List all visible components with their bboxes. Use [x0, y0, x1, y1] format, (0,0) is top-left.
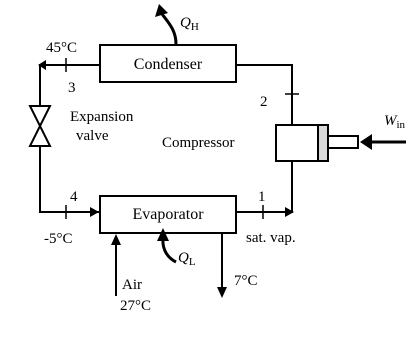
work-input-arrow [360, 134, 406, 150]
state-1-label: 1 [258, 189, 266, 205]
heat-out-label: $Q_H$ [180, 15, 199, 33]
air-out-temperature: 7°C [234, 273, 258, 289]
state-2-label: 2 [260, 94, 268, 110]
compressor-symbol [276, 125, 358, 161]
compressor-piston [318, 125, 328, 161]
evaporator-temperature: -5°C [44, 231, 73, 247]
state-4-label: 4 [70, 189, 78, 205]
heat-in-label: $Q_L$ [178, 250, 196, 268]
air-label: Air [122, 277, 142, 293]
condenser-label: Condenser [133, 56, 203, 73]
evaporator [100, 196, 236, 233]
compressor-label: Compressor [162, 135, 235, 151]
valve-label-line1: Expansion [70, 109, 134, 125]
flow-arrow-4 [90, 207, 99, 217]
air-in-temperature: 27°C [120, 298, 152, 314]
condenser [100, 45, 236, 82]
heat-out-arrow [155, 4, 176, 44]
compressor-rod [328, 136, 358, 148]
work-input-label: $W_{in}$ [384, 113, 406, 131]
evaporator-label: Evaporator [132, 206, 204, 223]
condenser-temperature: 45°C [46, 40, 78, 56]
valve-label-line2: valve [76, 128, 109, 144]
expansion-valve-symbol [30, 106, 50, 146]
saturated-vapor-label: sat. vap. [246, 230, 296, 246]
state-3-label: 3 [68, 80, 76, 96]
air-in-arrow [111, 234, 121, 296]
air-out-arrow [217, 234, 227, 298]
